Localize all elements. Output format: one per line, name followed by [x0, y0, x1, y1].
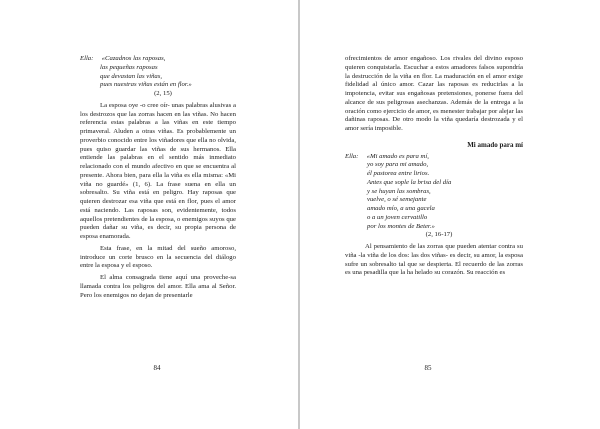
- epigraph-reference: (2, 16-17): [425, 231, 453, 239]
- right-epigraph: [345, 153, 523, 241]
- right-page: [300, 0, 600, 429]
- epigraph-line: que devastan las viñas,: [100, 72, 163, 80]
- epigraph-reference: (2, 15): [154, 90, 172, 97]
- right-page-text-column: [345, 55, 523, 278]
- epigraph-line: [80, 55, 236, 64]
- section-heading: Mi amado para mí: [467, 140, 523, 149]
- paragraph: La esposa oye -o cree oír- unas palabras alusivas a los destrozos que las zorras hacen en las viñas. No hacen referencia estas palabras a las viñas en este tiempo primaveral. Aluden a otras viñas. Es probablemente un proverbio conocido entre los viñadores que ella no olvida, pues quiso guardar las viñas de sus hermanos. Ella entiende las palabras en el sentido más inmediato relacionado con el mundo afectivo en que se encuentra al presente. Ahora bien, para ella la viña es ella misma: «Mi viña no guardé» (1, 6). La frase suena en ella un sobresalto. Su viña está en peligro. Hay raposas que quieren destrozar esa viña que está en flor, pues el amor está naciendo. Las raposas son, evidentemente, todos aquellos pretendientes de la esposa, o enemigos suyos que pueden dañar su viña, es decir, su propia persona de esposa enamorada.: [80, 101, 236, 240]
- epigraph-speaker: Ella:: [80, 55, 94, 62]
- paragraph: ofrecimientos de amor engañoso. Los rivales del divino esposo quieren conquistarla. Escuchar a estos amadores falsos supondría la destrucción de la viña en flor. La maduración en el amor exige fidelidad al único amor. Cazar las raposas es reducirlas a la impotencia, evitar sus engañosas pretensiones, ponerse fuera del alcance de sus peligrosas asechanzas. Además de la entrega a la oración como ejercicio de amor, es menester trabajar por alejar las dañinas raposas. De otro modo la viña quedaría destrozada y el amor sería imposible.: [345, 55, 523, 132]
- epigraph-line: él pastorea entre lirios.: [367, 170, 430, 177]
- left-epigraph: [80, 55, 236, 99]
- epigraph-line: las pequeñas raposas: [100, 63, 158, 71]
- epigraph-line: o a un joven cervatillo: [367, 213, 428, 221]
- epigraph-line: Antes que sople la brisa del día: [367, 178, 452, 186]
- page-number: 84: [153, 364, 161, 372]
- left-page: [0, 0, 298, 429]
- paragraph: El alma consagrada tiene aquí una proveche-sa llamada contra los peligros del amor. Ella ama al Señor. Pero los enemigos no dejan de presentarle: [80, 274, 236, 299]
- epigraph-line: por los montes de Beter.»: [367, 222, 435, 230]
- page-number: 85: [424, 364, 432, 372]
- epigraph-line: yo soy para mi amado,: [367, 161, 429, 169]
- epigraph-line: y se huyan las sombras,: [367, 187, 431, 195]
- epigraph-line-text: «Mi amado es para mí,: [366, 152, 429, 160]
- epigraph-line: vuelve, o sé semejante: [367, 196, 427, 204]
- epigraph-line-text: «Cazadnos las raposas,: [101, 55, 166, 62]
- epigraph-line: amado mío, a una gacela: [367, 205, 435, 212]
- paragraph: Esta frase, en la mitad del sueño amoroso, introduce un corte brusco en la secuencia del diálogo entre la esposa y el esposo.: [80, 244, 236, 270]
- left-page-text-column: [80, 55, 236, 300]
- epigraph-line: pues nuestras viñas están en flor.»: [100, 81, 192, 89]
- paragraph: Al pensamiento de las zorras que pueden atentar contra su viña -la viña de los dos: las dos viñas- es decir, su amor, la esposa sufre un sobresalto tal que se despierta. El recuerdo de las zorras es una pesadilla que la ha helado su corazón. Su reacción es: [345, 243, 523, 277]
- epigraph-speaker: Ella:: [345, 152, 359, 160]
- epigraph-line: [345, 153, 523, 162]
